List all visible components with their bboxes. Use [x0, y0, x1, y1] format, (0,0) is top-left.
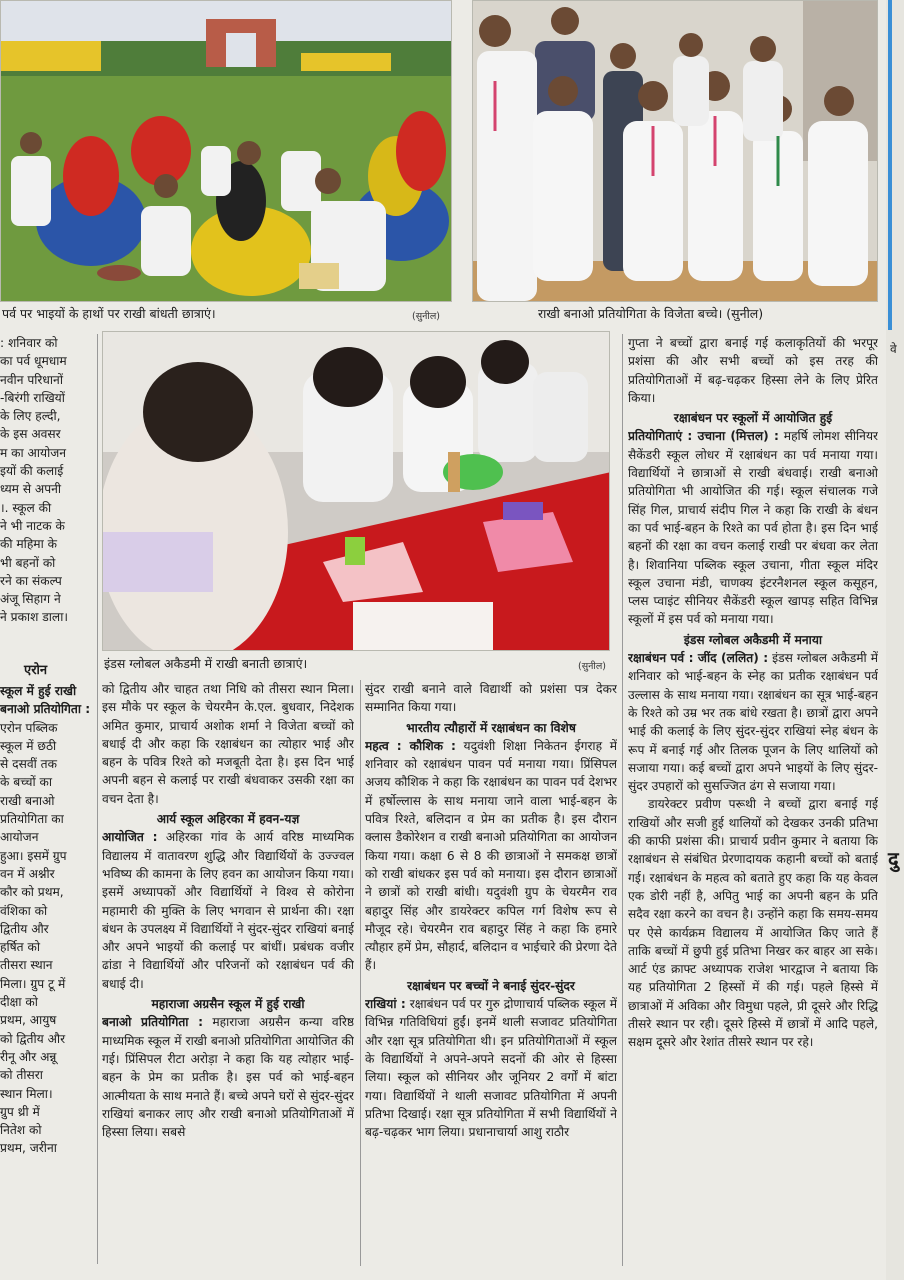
left-column-top [0, 334, 94, 627]
left-column-line: के बच्चों का [0, 775, 53, 790]
column-4-para-4: डायरेक्टर प्रवीण परूथी ने बच्चों द्वारा बनाई गई राखियों और सजी हुई थालियों को देखकर उनकी प्रतिभा की काफी प्रशंसा की। प्राचार्य प्रवीन कुमार ने बताया कि रक्षाबंधन से संबंधित प्रेरणादायक कहानी बच्चों को बताई गई। रक्षाबंधन के महत्व को बताते हुए कहा कि यह केवल एक डोरी नहीं है, अपितु भाई का अपनी बहन के प्रति सदैव रक्षा करने का वचन है। उन्होंने कहा कि समय-समय पर ऐसे कार्यक्रम विद्यालय में आयोजित किए जाते हैं ताकि बच्चों में छुपी हुई प्रतिभा निखर कर बाहर आ सके। आर्ट एंड क्राफ्ट अध्यापक राजेश भारद्वाज ने बताया कि यह प्रतियोगिता 2 हिस्सों में की गई। पहले हिस्से में छात्राओं में अविका और विमुधा पहले, प्री दूसरे और रिद्धि तीसरे स्थान पर रही। दूसरे हिस्से में छात्रों में आदि पहले, सक्षम दूसरे और रेशांत तीसरे स्थान पर रहे। [628, 797, 878, 1050]
left-column-heading: स्कूल में हुई राखी बनाओ प्रतियोगिता : [0, 684, 91, 717]
column-2-para-3 [102, 1013, 354, 1141]
photo-winners [472, 0, 878, 302]
left-column-line: कौर को प्रथम, [0, 885, 64, 900]
left-column-line: के इस अवसर [0, 427, 61, 442]
column-3-para-3-lead: राखियां : [365, 997, 406, 1012]
column-4-para-2 [628, 427, 878, 628]
left-column-line: को द्वितीय और [0, 1031, 66, 1046]
column-2-para-3-body: महाराजा अग्रसैन कन्या वरिष्ठ माध्यमिक स्कूल में राखी बनाओ प्रतियोगिता आयोजित की गई। प्रिंसिपल रीटा अरोड़ा ने कहा कि यह त्योहार भाई-बहन के प्रेम का प्रतीक है। इस पर्व को भाई-बहन आत्मीयता के साथ मनाते हैं। बच्चे अपने घरों से सुंदर-सुंदर राखियां बनाकर लाए और राखी बनाओ प्रतियोगिताओं में हिस्सा लिया। सबसे [102, 1015, 354, 1140]
left-column-line: राखी बनाओ [0, 793, 55, 808]
right-edge-blue-rule [888, 0, 892, 330]
left-column-line: भी बहनों को [0, 555, 56, 570]
column-2-para-3-lead: बनाओ प्रतियोगिता : [102, 1015, 203, 1030]
article-column-3 [365, 680, 617, 1268]
left-column-line: प्रथम, आयुष [0, 1013, 57, 1028]
column-2-para-2 [102, 828, 354, 993]
left-column-line: के लिए हल्दी, [0, 409, 61, 424]
right-edge-text-top: वे [890, 342, 897, 356]
left-column-line: रीनू और अन्नू [0, 1049, 57, 1064]
left-column-line: दीक्षा को [0, 995, 38, 1010]
column-3-para-1: सुंदर राखी बनाने वाले विद्यार्थी को प्रशंसा पत्र देकर सम्मानित किया गया। [365, 682, 617, 715]
left-column-line: से दसवीं तक [0, 757, 57, 772]
left-column-line: अंजू सिहाग ने [0, 592, 61, 607]
left-column-line: ने प्रकाश डाला। [0, 610, 68, 625]
column-rule-2 [360, 680, 361, 1266]
column-4-para-3-lead: रक्षाबंधन पर्व : जींद (ललित) : [628, 651, 769, 666]
left-column-line: ध्यम से अपनी [0, 482, 62, 497]
column-2-heading-1: आर्य स्कूल अहिरका में हवन-यज्ञ [156, 812, 300, 827]
column-3-para-2 [365, 737, 617, 975]
right-edge-strip [886, 0, 904, 1280]
column-2-para-2-lead: आयोजित : [102, 830, 158, 845]
left-column-line: वंशिका को [0, 903, 48, 918]
credit-middle: (सुनील) [578, 661, 607, 672]
column-4-heading-2: इंडस ग्लोबल अकैडमी में मनाया [683, 632, 823, 647]
left-column-line: प्रतियोगिता का [0, 812, 64, 827]
column-3-para-3-body: रक्षाबंधन पर्व पर गुरु द्रोणाचार्य पब्लिक स्कूल में विभिन्न गतिविधियां हुईं। इनमें थाली सजावट प्रतियोगिता और रक्षा सूत्र प्रतियोगिता थी। इन प्रतियोगिताओं में स्कूल के विद्यार्थियों ने अपने-अपने सदनों की ओर से हिस्सा लिया। स्कूल को सीनियर और जूनियर 2 वर्गों में बांटा गया। विद्यार्थियों ने थाली सजावट प्रतियोगिता में अपनी प्रतिभा दिखाई। रक्षा सूत्र प्रतियोगिता में सभी विद्यार्थियों ने बढ़-चढ़कर भाग लिया। प्रधानाचार्या आशु राठौर [365, 997, 617, 1140]
left-column-line: हुआ। इसमें ग्रुप [0, 848, 67, 863]
photo-winners-image [473, 1, 878, 302]
column-3-para-2-lead: महत्व : कौशिक : [365, 738, 456, 753]
column-rule-3 [622, 334, 623, 1266]
left-column-line: तीसरा स्थान [0, 958, 53, 973]
left-column-city: एरोन [24, 663, 48, 678]
column-3-heading-1: भारतीय त्यौहारों में रक्षाबंधन का विशेष [406, 720, 576, 735]
caption-middle: इंडस ग्लोबल अकैडमी में राखी बनाती छात्राएं। [104, 656, 308, 671]
column-4-heading-1: रक्षाबंधन पर स्कूलों में आयोजित हुई [673, 411, 833, 426]
photo-making-rakhi [102, 331, 610, 651]
left-column-line: द्वितीय और [0, 921, 49, 936]
left-column-line: ।. स्कूल की [0, 500, 52, 515]
caption-top-left: पर्व पर भाइयों के हाथों पर राखी बांधती छात्राएं। [2, 306, 216, 321]
left-column-bottom-lines [0, 719, 94, 1158]
right-edge-text-mid: दु [888, 847, 899, 871]
photo-rakhi-tying [0, 0, 452, 302]
left-column-bottom [0, 682, 94, 1158]
left-column-line: -बिरंगी राखियों [0, 390, 65, 405]
left-column-line: स्थान मिला। [0, 1086, 53, 1101]
article-column-4 [628, 334, 878, 1268]
left-column-line: की महिमा के [0, 537, 57, 552]
left-column-line: ने भी नाटक के [0, 518, 65, 533]
left-column-line: को तीसरा [0, 1068, 43, 1083]
column-4-para-1: गुप्ता ने बच्चों द्वारा बनाई गई कलाकृतियों की भरपूर प्रशंसा की और सभी बच्चों को इस तरह की प्रतियोगिताओं में बढ़-चढ़कर हिस्सा लेने के लिए प्रेरित किया। [628, 336, 878, 405]
column-4-para-3 [628, 649, 878, 795]
left-column-line: का पर्व धूमधाम [0, 354, 67, 369]
left-column-line: ग्रुप थ्री में [0, 1104, 40, 1119]
column-4-para-3-body: इंडस ग्लोबल अकैडमी में शनिवार को भाई-बहन के स्नेह का प्रतीक रक्षाबंधन पर्व उल्लास के साथ मनाया गया। रक्षाबंधन का सूत्र भाई-बहन के रिश्ते को उम्र भर तक बांधे रखता है। छात्रों द्वारा अपने भाई की कलाई के लिए सुंदर-सुंदर राखियां स्नेह बंधन के रूप में बनाई गई और तिलक पूजन के लिए थालियों को सजाया गया। कई बच्चों द्वारा अपने भाइयों के लिए सुंदर-सुंदर उपहारों को सुसज्जित ढंग से सजाया गया। [628, 651, 878, 794]
credit-top-left: (सुनील) [412, 311, 441, 322]
left-column-line: रने का संकल्प [0, 573, 62, 588]
column-3-heading-2: रक्षाबंधन पर बच्चों ने बनाई सुंदर-सुंदर [407, 978, 575, 993]
left-column-line: स्कूल में छठी [0, 738, 57, 753]
left-column-line: नितेश को [0, 1123, 42, 1138]
column-3-para-2-body: यदुवंशी शिक्षा निकेतन ईगराह में शनिवार को रक्षाबंधन पावन पर्व मनाया गया। प्रिंसिपल अजय कौशिक ने कहा कि रक्षाबंधन का पावन पर्व देशभर में हर्षोल्लास के साथ मनाया जाने वाला भाई-बहन के पवित्र रिश्ते, बलिदान व प्रेम का प्रतीक है। इस दौरान क्लास डैकोरेशन व राखी बनाओ प्रतियोगिता का आयोजन किया गया। कक्षा 6 से 8 की छात्राओं ने समकक्ष छात्रों को राखी बांधकर इस पर्व को मनाया। इस दौरान छात्राओं ने छात्रों को राखी बांधी। यदुवंशी ग्रुप के चेयरमैन राव बहादुर सिंह और डायरेक्टर कपिल गर्ग विशेष रूप से मौजूद रहे। चेयरमैन राव बहादुर सिंह ने कहा कि हमारे त्यौहार हमें प्रेम, सौहार्द, बलिदान व भाईचारे की प्रेरणा देते हैं। [365, 738, 617, 973]
photo-making-rakhi-image [103, 332, 610, 651]
left-column-line: : शनिवार को [0, 336, 58, 350]
left-column-line: हर्षित को [0, 940, 41, 955]
column-4-para-2-lead: प्रतियोगिताएं : उचाना (मित्तल) : [628, 429, 779, 444]
left-column-line: नवीन परिधानों [0, 372, 63, 387]
column-3-para-3 [365, 995, 617, 1141]
caption-top-right: राखी बनाओ प्रतियोगिता के विजेता बच्चे। (सुनील) [538, 306, 764, 321]
column-4-para-2-body: महर्षि लोमश सीनियर सैकेंडरी स्कूल लोधर में रक्षाबंधन का पर्व मनाया गया। विद्यार्थियों ने छात्राओं से राखी बंधवाई। राखी बनाओ प्रतियोगिता भी आयोजित की गई। स्कूल संचालक गजे सिंह गिल, प्राचार्य संदीप गिल ने कहा कि राखी के बंधन का पर्व भाई-बहन के रिश्ते का पर्व होता है। इस दिन भाई बहनों की रक्षा का वचन कलाई राखी पर बंधवा कर लेता है। शिवानिया पब्लिक स्कूल उचाना, गीता स्कूल मंदिर स्कूल उचाना मंडी, चाणक्य इंटरनैशनल स्कूल कसूहन, प्लस प्वाइंट सीनियर सैकेंडरी स्कूल खापड़ सहित विभिन्न स्कूलों में इस पर्व को मनाया गया। [628, 429, 878, 627]
left-column-line: प्रथम, जरीना [0, 1141, 57, 1156]
left-column-line: इयों की कलाई [0, 464, 64, 479]
column-2-para-2-body: अहिरका गांव के आर्य वरिष्ठ माध्यमिक विद्यालय में वातावरण शुद्धि और विद्यार्थियों के उज्ज्वल भविष्य की कामना के लिए हवन का आयोजन किया गया। इसमें अध्यापकों और विद्यार्थियों ने विश्व से कोरोना महामारी की मुक्ति के लिए भगवान से प्रार्थना की। रक्षा बंधन के उपलक्ष्य में विद्यार्थियों ने सुंदर-सुंदर राखियां बनाई और अपने भाइयों की कलाई पर बांधीं। प्रबंधक वजीर ढांडा ने विद्यार्थियों और परिजनों को रक्षाबंधन पर्व की बधाई दी। [102, 830, 354, 991]
left-column-line: म का आयोजन [0, 445, 67, 460]
left-column-line: आयोजन [0, 830, 39, 845]
left-column-top-lines [0, 334, 94, 627]
column-rule-1 [97, 334, 98, 1264]
photo-rakhi-tying-image [1, 1, 452, 302]
left-column-line: मिला। ग्रुप टू में [0, 976, 66, 991]
left-column-line: वन में अश्नीर [0, 866, 55, 881]
article-column-2 [102, 680, 354, 1268]
column-2-para-1: को द्वितीय और चाहत तथा निधि को तीसरा स्थान मिला। इस मौके पर स्कूल के चेयरमैन के.एल. बुधवार, निदेशक अमित कुमार, प्राचार्य अशोक शर्मा ने विजेता बच्चों को बधाई दी और कहा कि रक्षाबंधन का त्योहार भाई और बहन के पवित्र रिश्ते को मजबूती देता है। इस दिन भाई अपनी बहन से कलाई पर राखी बंधवाकर उसकी रक्षा का वचन देता है। [102, 682, 354, 806]
left-column-line: एरोन पब्लिक [0, 720, 58, 735]
column-2-heading-2: महाराजा अग्रसैन स्कूल में हुई राखी [151, 997, 305, 1012]
